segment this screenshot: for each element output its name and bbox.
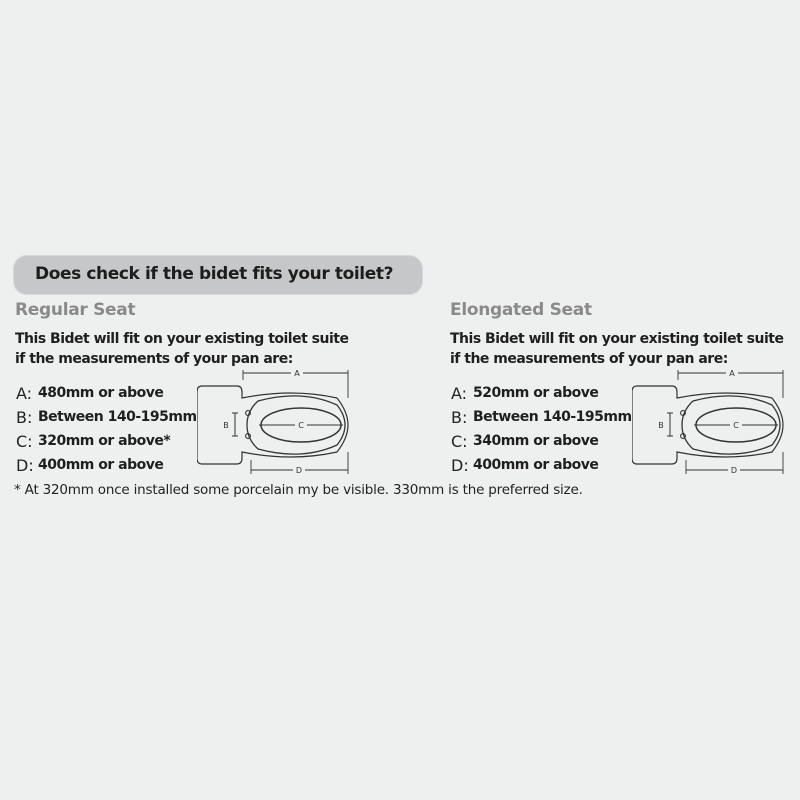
regular-measurement-a [16, 381, 197, 405]
diagram-label-a: A [729, 370, 735, 378]
diagram-label-d: D [295, 466, 303, 475]
regular-measurement-d [16, 453, 197, 477]
elongated-measurement-a [451, 381, 632, 405]
diagram-label-a: A [294, 370, 300, 378]
diagram-label-b: B [223, 421, 229, 430]
measurement-key: D: [451, 455, 469, 475]
elongated-seat-title: Elongated Seat [450, 300, 592, 320]
regular-seat-title: Regular Seat [15, 300, 136, 320]
elongated-seat-intro [450, 329, 783, 369]
elongated-toilet-diagram [632, 370, 787, 480]
diagram-label-d: D [730, 466, 738, 475]
measurement-value: 400mm or above [38, 457, 164, 473]
measurement-key: B: [16, 407, 33, 427]
diagram-label-b: B [658, 421, 664, 430]
measurement-value: 480mm or above [38, 385, 164, 401]
regular-measurement-list [16, 381, 197, 477]
regular-intro-line-2: if the measurements of your pan are: [15, 351, 293, 367]
header-title: Does check if the bidet fits your toilet? [35, 264, 394, 284]
diagram-label-c: C [733, 421, 739, 430]
measurement-key: C: [451, 431, 468, 451]
regular-toilet-diagram [197, 370, 352, 480]
measurement-value: Between 140-195mm [38, 409, 197, 425]
elongated-intro-line-2: if the measurements of your pan are: [450, 351, 728, 367]
footnote: * At 320mm once installed some porcelain my be visible. 330mm is the preferred size. [14, 482, 583, 498]
measurement-value: Between 140-195mm [473, 409, 632, 425]
measurement-key: A: [16, 383, 33, 403]
measurement-value: 400mm or above [473, 457, 599, 473]
elongated-measurement-list [451, 381, 632, 477]
regular-measurement-b [16, 405, 197, 429]
regular-seat-intro [15, 329, 348, 369]
elongated-measurement-d [451, 453, 632, 477]
measurement-value: 340mm or above [473, 433, 599, 449]
measurement-key: C: [16, 431, 33, 451]
measurement-value: 520mm or above [473, 385, 599, 401]
measurement-value: 320mm or above* [38, 433, 171, 449]
measurement-key: A: [451, 383, 468, 403]
regular-measurement-c [16, 429, 197, 453]
measurement-key: B: [451, 407, 468, 427]
regular-intro-line-1: This Bidet will fit on your existing toilet suite [15, 331, 349, 347]
regular-seat-section [15, 300, 385, 500]
measurement-key: D: [16, 455, 34, 475]
diagram-label-c: C [298, 421, 304, 430]
elongated-seat-section [450, 300, 800, 500]
elongated-intro-line-1: This Bidet will fit on your existing toilet suite [450, 331, 784, 347]
elongated-measurement-b [451, 405, 632, 429]
elongated-measurement-c [451, 429, 632, 453]
